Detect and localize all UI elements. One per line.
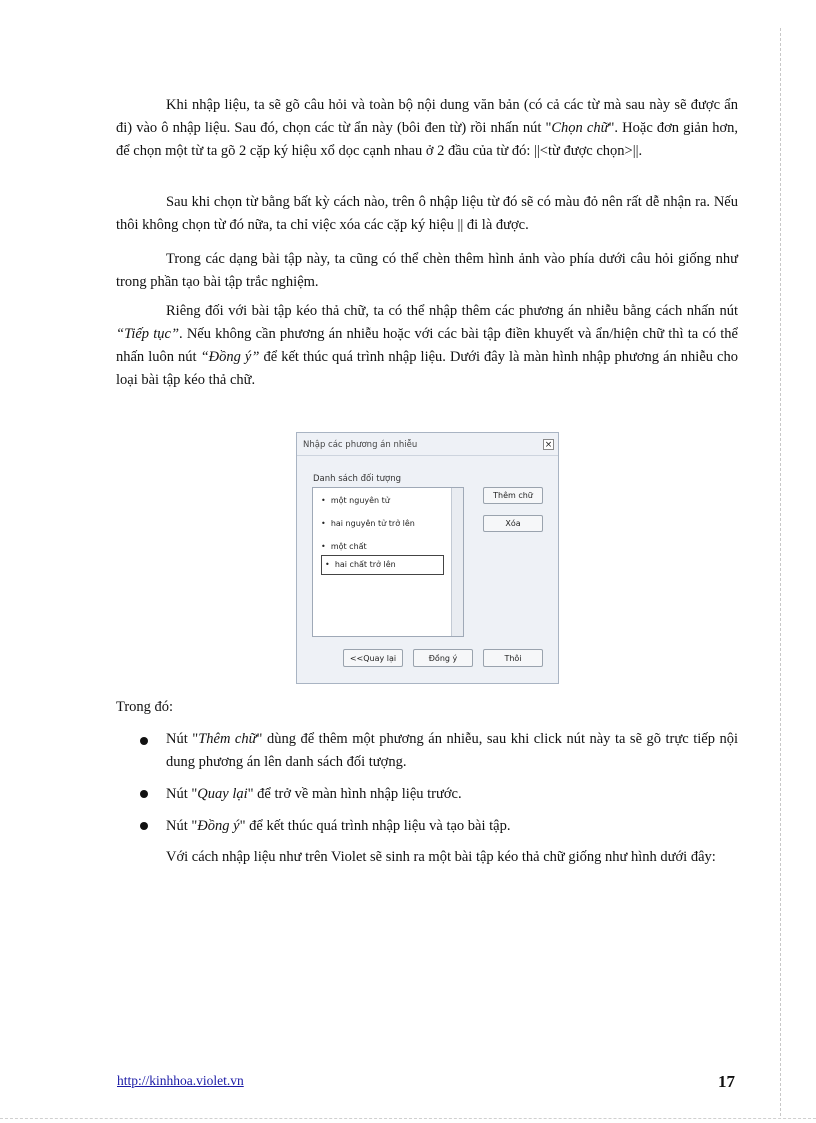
bullet-dot <box>140 822 148 830</box>
paragraph-4-text-e: để kết thúc quá trình nhập liệu. Dưới đây là màn hình nhập phương án nhiễu cho loại bài tập kéo thả chữ. <box>116 349 738 388</box>
paragraph-1-text: Khi nhập liệu, ta sẽ gõ câu hỏi và toàn bộ nội dung văn bản (có cả các từ mà sau này sẽ được ẩn đi) vào ô nhập liệu. Sau đó, chọn các từ ẩn này (bôi đen từ) rồi nhấn nút " <box>116 97 738 136</box>
bullet-item-3 <box>166 815 738 838</box>
bullet-1-text: Nút " <box>166 731 199 747</box>
object-list-label: Danh sách đối tượng <box>313 474 401 484</box>
exit-button[interactable]: Thôi <box>483 649 543 667</box>
bullet-item-1 <box>166 728 738 774</box>
footer-link[interactable]: http://kinhhoa.violet.vn <box>117 1073 244 1088</box>
bullet-2-text: Nút " <box>166 786 198 802</box>
list-scrollbar[interactable] <box>451 488 463 636</box>
list-item-selected[interactable] <box>321 555 444 575</box>
list-item[interactable] <box>321 542 367 551</box>
bullet-glyph: • <box>321 542 326 551</box>
bullet-3-text: Nút " <box>166 818 198 834</box>
bullet-glyph: • <box>321 519 326 528</box>
paragraph-1-italic: Chọn chữ <box>551 120 609 136</box>
paragraph-3: Trong các dạng bài tập này, ta cũng có thể chèn thêm hình ảnh vào phía dưới câu hỏi giống như trong phần tạo bài tập trắc nghiệm. <box>116 251 738 290</box>
bullet-glyph: • <box>325 560 330 569</box>
dialog-title: Nhập các phương án nhiễu <box>303 440 418 450</box>
paragraph-4 <box>116 300 738 392</box>
bullet-2-text-end: " để trở về màn hình nhập liệu trước. <box>247 786 462 802</box>
list-item[interactable] <box>321 519 415 528</box>
paragraph-2: Sau khi chọn từ bằng bất kỳ cách nào, trên ô nhập liệu từ đó sẽ có màu đỏ nên rất dễ nhận ra. Nếu thôi không chọn từ đó nữa, ta chỉ việc xóa các cặp ký hiệu || đi là được. <box>116 194 738 233</box>
list-item-label: một nguyên tử <box>330 496 390 505</box>
bullet-glyph: • <box>321 496 326 505</box>
bottom-divider <box>0 1118 816 1119</box>
paragraph-1 <box>116 94 738 163</box>
paragraph-4-text-c: . Nếu không cần phương án nhiễu hoặc với các bài tập điền khuyết và ẩn/hiện chữ thì ta có thể nhấn luôn nút <box>116 326 738 365</box>
bullet-dot <box>140 790 148 798</box>
paragraph-4-text-a: Riêng đối với bài tập kéo thả chữ, ta có thể nhập thêm các phương án nhiễu bằng cách nhấn nút <box>166 303 738 319</box>
paragraph-4-italic-b: “Tiếp tục” <box>116 326 180 342</box>
object-listbox[interactable] <box>312 487 464 637</box>
paragraph-4-italic-d: “Đồng ý” <box>200 349 260 365</box>
close-icon[interactable]: × <box>544 440 553 450</box>
page-number: 17 <box>718 1072 735 1091</box>
ok-button[interactable]: Đồng ý <box>413 649 473 667</box>
bullet-1-text-end: " dùng để thêm một phương án nhiễu, sau khi click nút này ta sẽ gõ trực tiếp nội dung phương án lên danh sách đối tượng. <box>166 731 738 770</box>
bullet-2-italic: Quay lại <box>197 786 248 802</box>
bullet-3-text-end: " để kết thúc quá trình nhập liệu và tạo bài tập. <box>239 818 511 834</box>
bullet-1-italic: Thêm chữ <box>198 731 257 747</box>
bullet-3-italic: Đồng ý <box>197 818 240 834</box>
list-item[interactable] <box>321 496 390 505</box>
distractor-dialog <box>296 432 559 684</box>
closing-paragraph: Với cách nhập liệu như trên Violet sẽ sinh ra một bài tập kéo thả chữ giống như hình dưới đây: <box>166 849 716 865</box>
bullet-dot <box>140 737 148 745</box>
list-item-label: hai nguyên tử trở lên <box>330 519 415 528</box>
back-button[interactable]: <<Quay lại <box>343 649 403 667</box>
add-word-button[interactable]: Thêm chữ <box>483 487 543 504</box>
bullet-item-2 <box>166 783 738 806</box>
list-item-label: hai chất trở lên <box>334 560 396 569</box>
dialog-title-separator <box>297 455 558 456</box>
paragraph-1-text-end: ". Hoặc đơn giản hơn, để chọn một từ ta gõ 2 cặp ký hiệu xổ dọc cạnh nhau ở 2 đầu của từ đó: ||<từ được chọn>||. <box>116 120 739 159</box>
list-item-label: một chất <box>330 542 367 551</box>
delete-button[interactable]: Xóa <box>483 515 543 532</box>
where-label: Trong đó: <box>116 699 174 715</box>
